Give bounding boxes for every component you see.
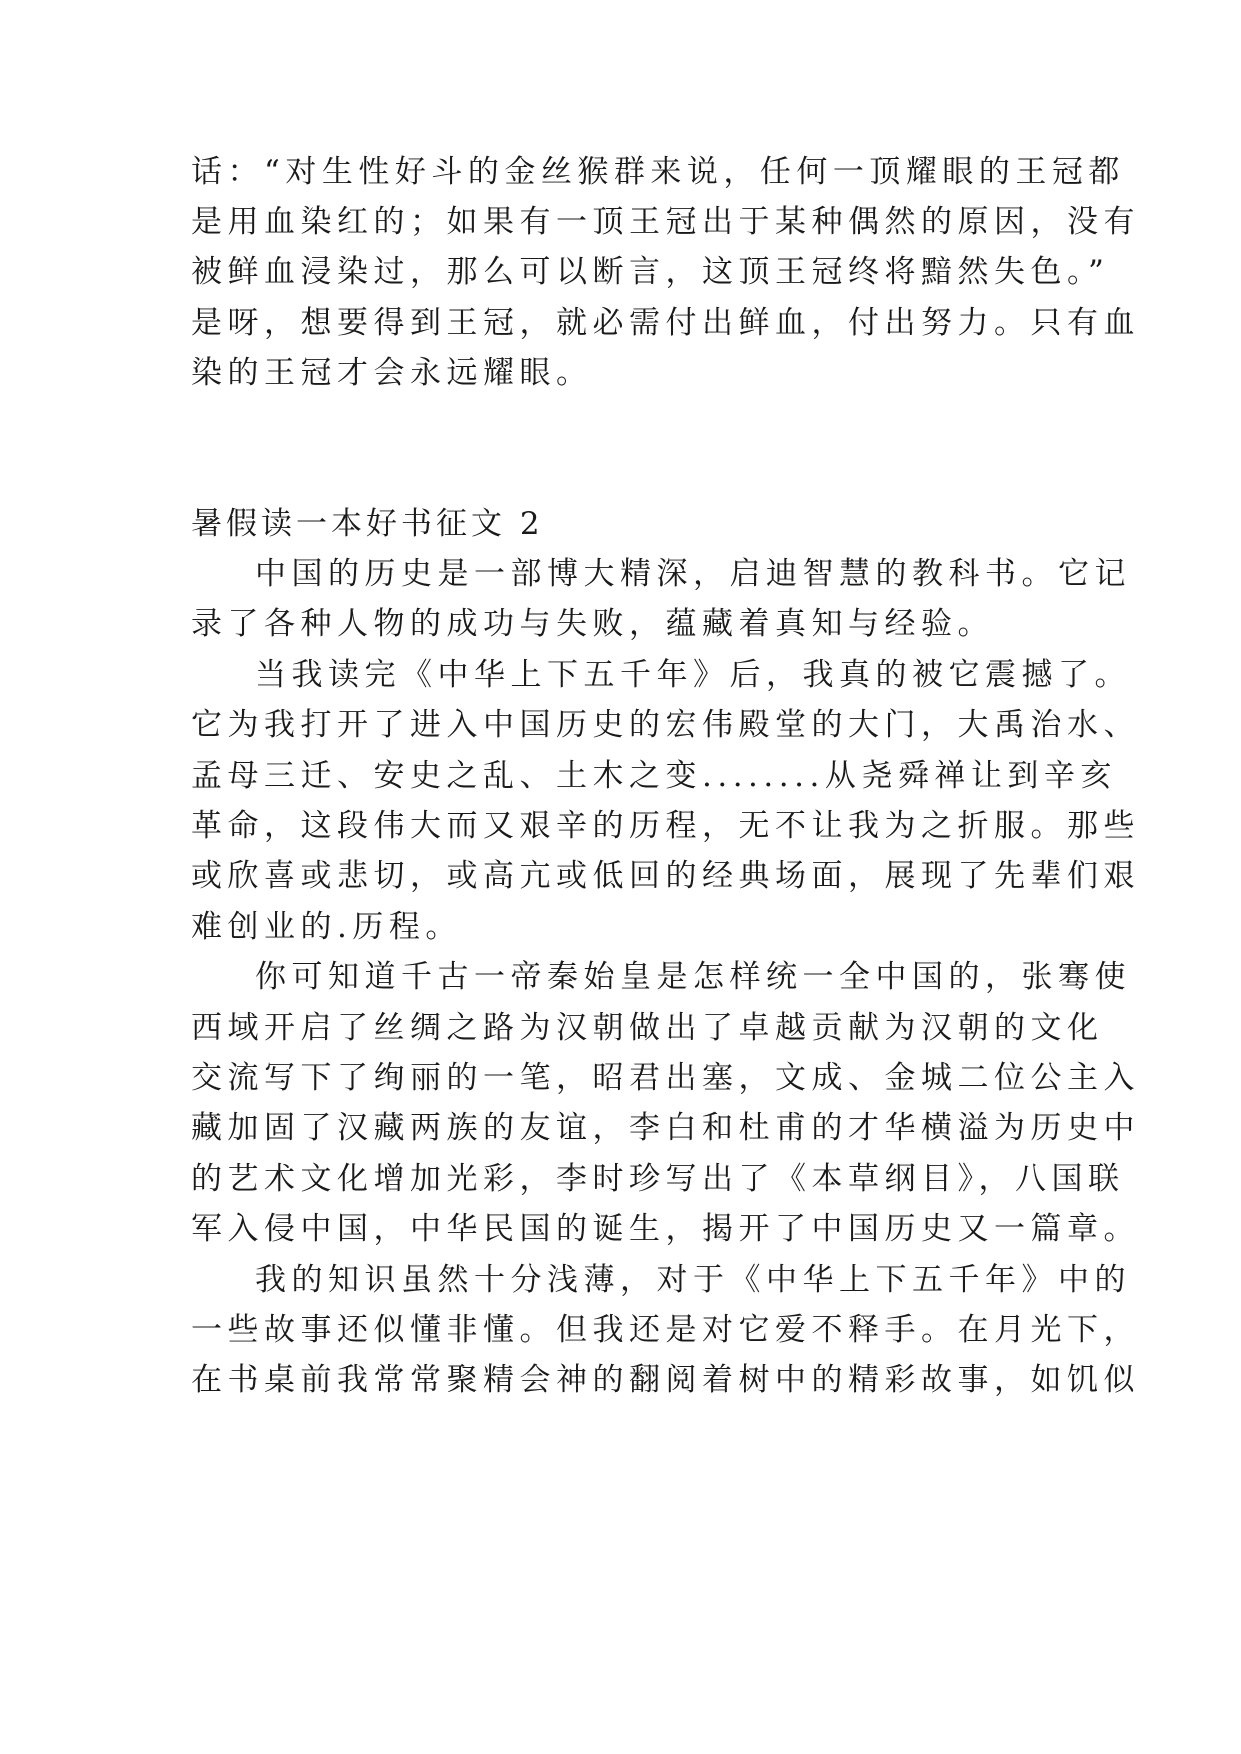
text-line: 藏加固了汉藏两族的友谊，李白和杜甫的才华横溢为历史中 <box>191 1110 1140 1146</box>
text-line: 它为我打开了进入中国历史的宏伟殿堂的大门，大禹治水、 <box>191 707 1140 743</box>
text-line: 中国的历史是一部博大精深，启迪智慧的教科书。它记 <box>255 556 1131 592</box>
text-line: 军入侵中国，中华民国的诞生，揭开了中国历史又一篇章。 <box>191 1211 1140 1247</box>
text-line: 话：“对生性好斗的金丝猴群来说，任何一顶耀眼的王冠都 <box>191 154 1125 190</box>
text-line: 在书桌前我常常聚精会神的翻阅着树中的精彩故事，如饥似 <box>191 1362 1140 1398</box>
text-line: 孟母三迁、安史之乱、土木之变........从尧舜禅让到辛亥 <box>191 758 1117 794</box>
text-line: 被鲜血浸染过，那么可以断言，这顶王冠终将黯然失色。” <box>191 254 1110 290</box>
text-line: 一些故事还似懂非懂。但我还是对它爱不释手。在月光下， <box>191 1312 1140 1348</box>
text-line: 我的知识虽然十分浅薄，对于《中华上下五千年》中的 <box>255 1262 1131 1298</box>
text-line: 交流写下了绚丽的一笔，昭君出塞，文成、金城二位公主入 <box>191 1060 1140 1096</box>
section-title: 暑假读一本好书征文 2 <box>191 506 544 542</box>
text-line: 难创业的.历程。 <box>191 909 462 945</box>
text-line: 或欣喜或悲切，或高亢或低回的经典场面，展现了先辈们艰 <box>191 858 1140 894</box>
text-line: 西域开启了丝绸之路为汉朝做出了卓越贡献为汉朝的文化 <box>191 1010 1104 1046</box>
text-line: 你可知道千古一帝秦始皇是怎样统一全中国的，张骞使 <box>255 959 1131 995</box>
text-line: 染的王冠才会永远耀眼。 <box>191 355 593 391</box>
text-line: 革命，这段伟大而又艰辛的历程，无不让我为之折服。那些 <box>191 808 1140 844</box>
text-line: 是呀，想要得到王冠，就必需付出鲜血，付出努力。只有血 <box>191 305 1140 341</box>
text-line: 的艺术文化增加光彩，李时珍写出了《本草纲目》，八国联 <box>191 1161 1125 1197</box>
text-line: 当我读完《中华上下五千年》后，我真的被它震撼了。 <box>255 657 1131 693</box>
text-line: 录了各种人物的成功与失败，蕴藏着真知与经验。 <box>191 606 994 642</box>
text-line: 是用血染红的；如果有一顶王冠出于某种偶然的原因，没有 <box>191 204 1140 240</box>
